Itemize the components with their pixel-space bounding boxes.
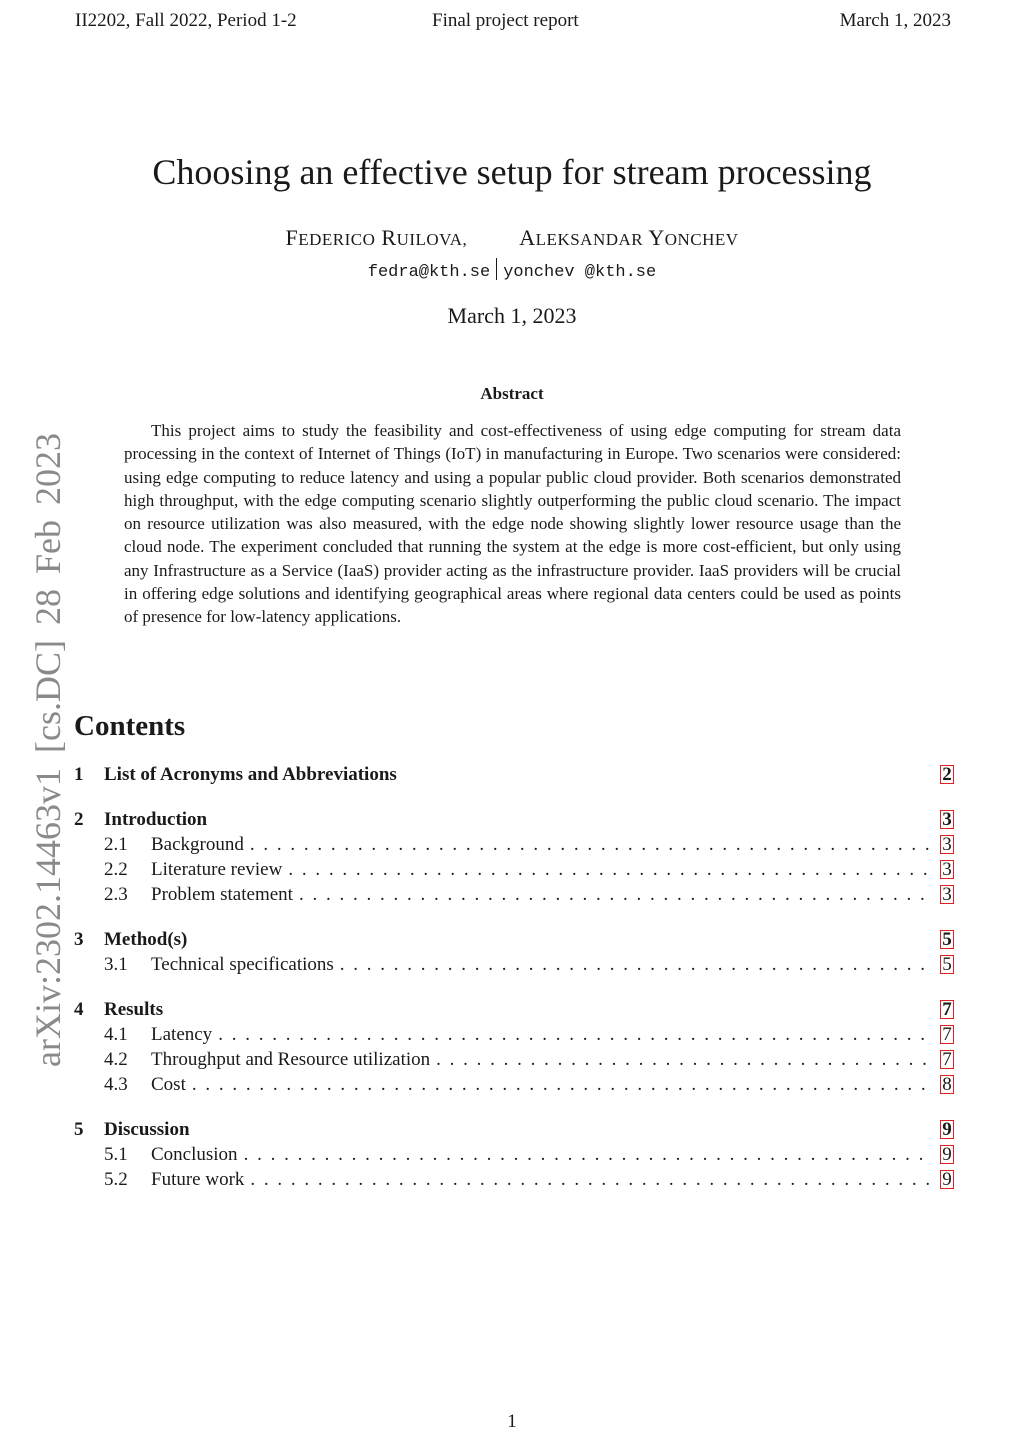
- toc-page-link[interactable]: 2: [940, 765, 954, 784]
- paper-title: Choosing an effective setup for stream processing: [152, 152, 872, 192]
- toc-subentry[interactable]: [74, 882, 954, 907]
- toc-page-link[interactable]: 3: [940, 835, 954, 854]
- toc-entry-title[interactable]: Introduction: [104, 809, 208, 830]
- abstract-heading: Abstract: [480, 384, 544, 403]
- toc-subentry[interactable]: [74, 952, 954, 977]
- toc-page-link[interactable]: 7: [940, 1025, 954, 1044]
- toc-subentry-number: 4.1: [104, 1024, 128, 1045]
- toc-page-link[interactable]: 5: [940, 955, 954, 974]
- toc-section: [74, 1117, 954, 1192]
- toc-leader-dots: [299, 882, 932, 907]
- email-2[interactable]: yonchev @kth.se: [503, 263, 657, 282]
- toc-subentry[interactable]: [74, 857, 954, 882]
- author-1: FEDERICO RUILOVA,: [285, 225, 468, 250]
- toc-entry[interactable]: [74, 997, 954, 1022]
- toc-subentry-title[interactable]: Latency: [151, 1024, 213, 1045]
- author-emails: [0, 258, 1024, 285]
- toc-leader-dots: [192, 1072, 932, 1097]
- toc-entry-number: 2: [74, 809, 84, 830]
- toc-entry[interactable]: [74, 762, 954, 787]
- toc-entry[interactable]: [74, 927, 954, 952]
- toc-subentry-number: 5.1: [104, 1144, 128, 1165]
- toc-subentry-title[interactable]: Cost: [151, 1074, 186, 1095]
- page-number: 1: [507, 1411, 517, 1432]
- table-of-contents: [74, 762, 954, 1212]
- toc-subentry-number: 5.2: [104, 1169, 128, 1190]
- abstract-text: This project aims to study the feasibility and cost-effectiveness of using edge computing for stream data processing in the context of Internet of Things (IoT) in manufacturing in Europe. Two scenarios were considered: using edge computing to reduce latency and using a popular public cloud provider. Both scenarios demonstrated high throughput, with the edge computing scenario slightly outperforming the public cloud scenario. The impact on resource utilization was also measured, with the edge node showing slightly lower resource usage than the cloud node. The experiment concluded that running the system at the edge is more cost-efficient, but only using any Infrastructure as a Service (IaaS) provider acting as the infrastructure provider. IaaS providers will be crucial in offering edge solutions and identifying geographical areas where regional data centers could be used as points of presence for low-latency applications.: [124, 421, 901, 627]
- toc-subentry-title[interactable]: Throughput and Resource utilization: [151, 1049, 431, 1070]
- toc-subentry-number: 4.2: [104, 1049, 128, 1070]
- header-center: Final project report: [432, 10, 579, 31]
- toc-subentry-number: 2.2: [104, 859, 128, 880]
- toc-subentry[interactable]: [74, 1072, 954, 1097]
- toc-entry[interactable]: [74, 1117, 954, 1142]
- arxiv-identifier-stamp: arXiv:2302.14463v1 [cs.DC] 28 Feb 2023: [28, 433, 68, 1067]
- toc-subentry-title[interactable]: Problem statement: [151, 884, 293, 905]
- header-right: March 1, 2023: [839, 10, 951, 31]
- toc-subentry-number: 4.3: [104, 1074, 128, 1095]
- toc-leader-dots: [250, 832, 932, 857]
- toc-subentry[interactable]: [74, 1167, 954, 1192]
- toc-leader-dots: [218, 1022, 932, 1047]
- email-separator: [496, 258, 497, 280]
- toc-entry-title[interactable]: Results: [104, 999, 164, 1020]
- toc-entry-number: 5: [74, 1119, 84, 1140]
- toc-subentry-title[interactable]: Future work: [151, 1169, 245, 1190]
- toc-page-link[interactable]: 3: [940, 810, 954, 829]
- toc-subentry[interactable]: [74, 1022, 954, 1047]
- toc-entry-title[interactable]: Method(s): [104, 929, 188, 950]
- toc-leader-dots: [288, 857, 932, 882]
- toc-page-link[interactable]: 9: [940, 1170, 954, 1189]
- contents-heading: Contents: [74, 710, 186, 742]
- email-1[interactable]: fedra@kth.se: [367, 263, 491, 282]
- toc-section: [74, 997, 954, 1097]
- toc-subentry-number: 3.1: [104, 954, 128, 975]
- toc-leader-dots: [436, 1047, 932, 1072]
- toc-section: [74, 927, 954, 977]
- toc-page-link[interactable]: 7: [940, 1000, 954, 1019]
- toc-subentry-number: 2.3: [104, 884, 128, 905]
- toc-section: [74, 762, 954, 787]
- toc-leader-dots: [250, 1167, 932, 1192]
- toc-leader-dots: [340, 952, 932, 977]
- toc-subentry[interactable]: [74, 832, 954, 857]
- toc-page-link[interactable]: 7: [940, 1050, 954, 1069]
- toc-subentry-title[interactable]: Literature review: [151, 859, 283, 880]
- toc-page-link[interactable]: 3: [940, 885, 954, 904]
- toc-entry-title[interactable]: Discussion: [104, 1119, 190, 1140]
- toc-entry[interactable]: [74, 807, 954, 832]
- toc-leader-dots: [244, 1142, 932, 1167]
- author-2: ALEKSANDAR YONCHEV: [519, 225, 739, 250]
- toc-subentry-title[interactable]: Conclusion: [151, 1144, 238, 1165]
- toc-page-link[interactable]: 5: [940, 930, 954, 949]
- toc-subentry[interactable]: [74, 1047, 954, 1072]
- toc-entry-number: 3: [74, 929, 84, 950]
- toc-subentry[interactable]: [74, 1142, 954, 1167]
- toc-subentry-number: 2.1: [104, 834, 128, 855]
- toc-section: [74, 807, 954, 907]
- toc-subentry-title[interactable]: Technical specifications: [151, 954, 334, 975]
- toc-page-link[interactable]: 9: [940, 1120, 954, 1139]
- header-left: II2202, Fall 2022, Period 1-2: [75, 10, 297, 31]
- toc-page-link[interactable]: 9: [940, 1145, 954, 1164]
- toc-entry-number: 1: [74, 764, 84, 785]
- paper-date: March 1, 2023: [447, 303, 577, 328]
- toc-subentry-title[interactable]: Background: [151, 834, 244, 855]
- author-list: [0, 224, 1024, 254]
- toc-entry-number: 4: [74, 999, 84, 1020]
- toc-page-link[interactable]: 3: [940, 860, 954, 879]
- toc-entry-title[interactable]: List of Acronyms and Abbreviations: [104, 764, 397, 785]
- toc-page-link[interactable]: 8: [940, 1075, 954, 1094]
